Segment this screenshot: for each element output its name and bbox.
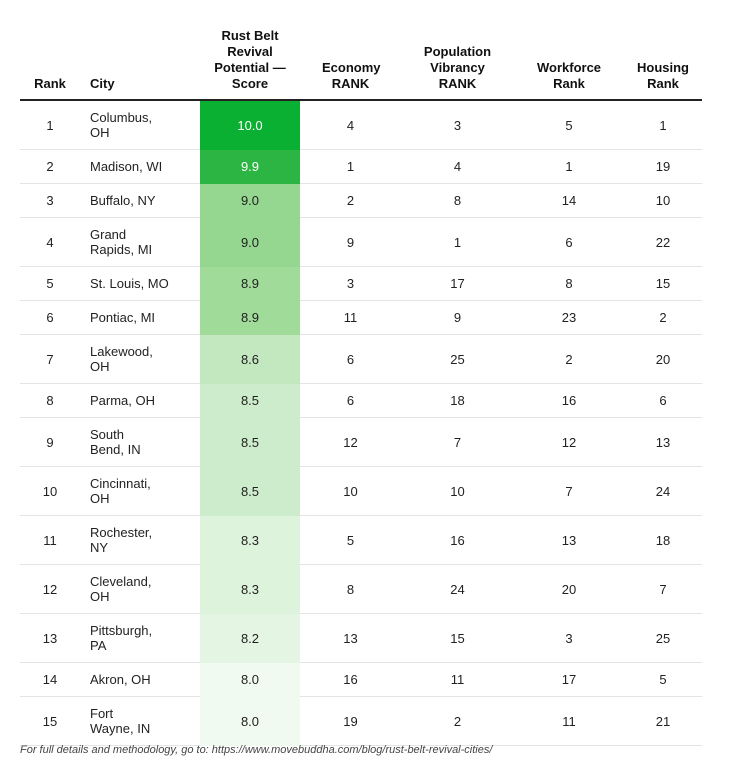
economy-rank-cell: 9	[300, 218, 401, 267]
housing-rank-cell: 10	[624, 184, 702, 218]
housing-rank-cell: 15	[624, 267, 702, 301]
housing-rank-cell: 2	[624, 301, 702, 335]
population-rank-cell: 1	[401, 218, 514, 267]
economy-rank-cell: 16	[300, 663, 401, 697]
score-cell: 8.2	[200, 614, 300, 663]
score-cell: 8.5	[200, 467, 300, 516]
economy-rank-cell: 3	[300, 267, 401, 301]
workforce-rank-cell: 12	[514, 418, 624, 467]
methodology-footnote: For full details and methodology, go to: https://www.movebuddha.com/blog/rust-belt-revival-cities/	[20, 744, 493, 756]
table-row	[20, 697, 702, 746]
rank-cell: 3	[20, 184, 80, 218]
score-cell: 8.6	[200, 335, 300, 384]
table-row	[20, 267, 702, 301]
workforce-rank-cell: 11	[514, 697, 624, 746]
rankings-table	[20, 0, 702, 746]
workforce-rank-cell: 23	[514, 301, 624, 335]
city-cell: Cleveland, OH	[80, 565, 200, 614]
population-rank-cell: 11	[401, 663, 514, 697]
population-rank-cell: 18	[401, 384, 514, 418]
score-cell: 8.0	[200, 663, 300, 697]
workforce-rank-cell: 7	[514, 467, 624, 516]
population-rank-cell: 8	[401, 184, 514, 218]
population-rank-cell: 24	[401, 565, 514, 614]
table-row	[20, 663, 702, 697]
score-cell: 8.5	[200, 384, 300, 418]
housing-rank-cell: 13	[624, 418, 702, 467]
table-row	[20, 150, 702, 184]
table-row	[20, 184, 702, 218]
housing-rank-cell: 19	[624, 150, 702, 184]
score-cell: 9.9	[200, 150, 300, 184]
table-row	[20, 335, 702, 384]
table-body	[20, 100, 702, 746]
city-cell: Rochester, NY	[80, 516, 200, 565]
score-cell: 10.0	[200, 100, 300, 150]
rank-cell: 8	[20, 384, 80, 418]
housing-rank-cell: 24	[624, 467, 702, 516]
rank-cell: 15	[20, 697, 80, 746]
workforce-rank-cell: 14	[514, 184, 624, 218]
table-row	[20, 384, 702, 418]
rank-cell: 6	[20, 301, 80, 335]
workforce-rank-cell: 6	[514, 218, 624, 267]
table-row	[20, 218, 702, 267]
economy-rank-cell: 4	[300, 100, 401, 150]
table-row	[20, 565, 702, 614]
city-cell: Cincinnati, OH	[80, 467, 200, 516]
score-cell: 8.3	[200, 565, 300, 614]
score-cell: 8.9	[200, 301, 300, 335]
population-rank-cell: 16	[401, 516, 514, 565]
workforce-rank-cell: 20	[514, 565, 624, 614]
workforce-rank-cell: 16	[514, 384, 624, 418]
housing-rank-cell: 22	[624, 218, 702, 267]
header-workforce: Workforce Rank	[514, 0, 624, 100]
table-row	[20, 100, 702, 150]
economy-rank-cell: 11	[300, 301, 401, 335]
city-cell: Columbus, OH	[80, 100, 200, 150]
header-economy: Economy RANK	[300, 0, 401, 100]
city-cell: Akron, OH	[80, 663, 200, 697]
population-rank-cell: 9	[401, 301, 514, 335]
rank-cell: 14	[20, 663, 80, 697]
table-row	[20, 301, 702, 335]
economy-rank-cell: 2	[300, 184, 401, 218]
city-cell: Parma, OH	[80, 384, 200, 418]
economy-rank-cell: 13	[300, 614, 401, 663]
housing-rank-cell: 6	[624, 384, 702, 418]
housing-rank-cell: 25	[624, 614, 702, 663]
table-row	[20, 418, 702, 467]
population-rank-cell: 4	[401, 150, 514, 184]
score-cell: 8.3	[200, 516, 300, 565]
city-cell: Pontiac, MI	[80, 301, 200, 335]
city-cell: South Bend, IN	[80, 418, 200, 467]
economy-rank-cell: 12	[300, 418, 401, 467]
city-cell: Pittsburgh, PA	[80, 614, 200, 663]
population-rank-cell: 17	[401, 267, 514, 301]
workforce-rank-cell: 1	[514, 150, 624, 184]
rank-cell: 13	[20, 614, 80, 663]
rank-cell: 5	[20, 267, 80, 301]
header-population: Population Vibrancy RANK	[401, 0, 514, 100]
table-row	[20, 467, 702, 516]
economy-rank-cell: 6	[300, 384, 401, 418]
population-rank-cell: 10	[401, 467, 514, 516]
rankings-table-container	[20, 0, 702, 746]
header-rank: Rank	[20, 0, 80, 100]
rank-cell: 4	[20, 218, 80, 267]
header-housing: Housing Rank	[624, 0, 702, 100]
economy-rank-cell: 19	[300, 697, 401, 746]
housing-rank-cell: 21	[624, 697, 702, 746]
city-cell: St. Louis, MO	[80, 267, 200, 301]
workforce-rank-cell: 2	[514, 335, 624, 384]
city-cell: Fort Wayne, IN	[80, 697, 200, 746]
rank-cell: 9	[20, 418, 80, 467]
table-row	[20, 614, 702, 663]
housing-rank-cell: 1	[624, 100, 702, 150]
economy-rank-cell: 8	[300, 565, 401, 614]
population-rank-cell: 25	[401, 335, 514, 384]
score-cell: 8.5	[200, 418, 300, 467]
economy-rank-cell: 1	[300, 150, 401, 184]
rank-cell: 11	[20, 516, 80, 565]
economy-rank-cell: 5	[300, 516, 401, 565]
city-cell: Grand Rapids, MI	[80, 218, 200, 267]
housing-rank-cell: 7	[624, 565, 702, 614]
rank-cell: 2	[20, 150, 80, 184]
population-rank-cell: 3	[401, 100, 514, 150]
workforce-rank-cell: 8	[514, 267, 624, 301]
city-cell: Madison, WI	[80, 150, 200, 184]
score-cell: 8.0	[200, 697, 300, 746]
header-score: Rust Belt Revival Potential — Score	[200, 0, 300, 100]
city-cell: Buffalo, NY	[80, 184, 200, 218]
rank-cell: 12	[20, 565, 80, 614]
housing-rank-cell: 18	[624, 516, 702, 565]
workforce-rank-cell: 5	[514, 100, 624, 150]
rank-cell: 10	[20, 467, 80, 516]
economy-rank-cell: 6	[300, 335, 401, 384]
population-rank-cell: 2	[401, 697, 514, 746]
city-cell: Lakewood, OH	[80, 335, 200, 384]
score-cell: 9.0	[200, 218, 300, 267]
score-cell: 8.9	[200, 267, 300, 301]
table-row	[20, 516, 702, 565]
workforce-rank-cell: 17	[514, 663, 624, 697]
housing-rank-cell: 20	[624, 335, 702, 384]
population-rank-cell: 15	[401, 614, 514, 663]
score-cell: 9.0	[200, 184, 300, 218]
workforce-rank-cell: 3	[514, 614, 624, 663]
rank-cell: 7	[20, 335, 80, 384]
header-city: City	[80, 0, 200, 100]
workforce-rank-cell: 13	[514, 516, 624, 565]
economy-rank-cell: 10	[300, 467, 401, 516]
header-row	[20, 0, 702, 100]
population-rank-cell: 7	[401, 418, 514, 467]
rank-cell: 1	[20, 100, 80, 150]
housing-rank-cell: 5	[624, 663, 702, 697]
